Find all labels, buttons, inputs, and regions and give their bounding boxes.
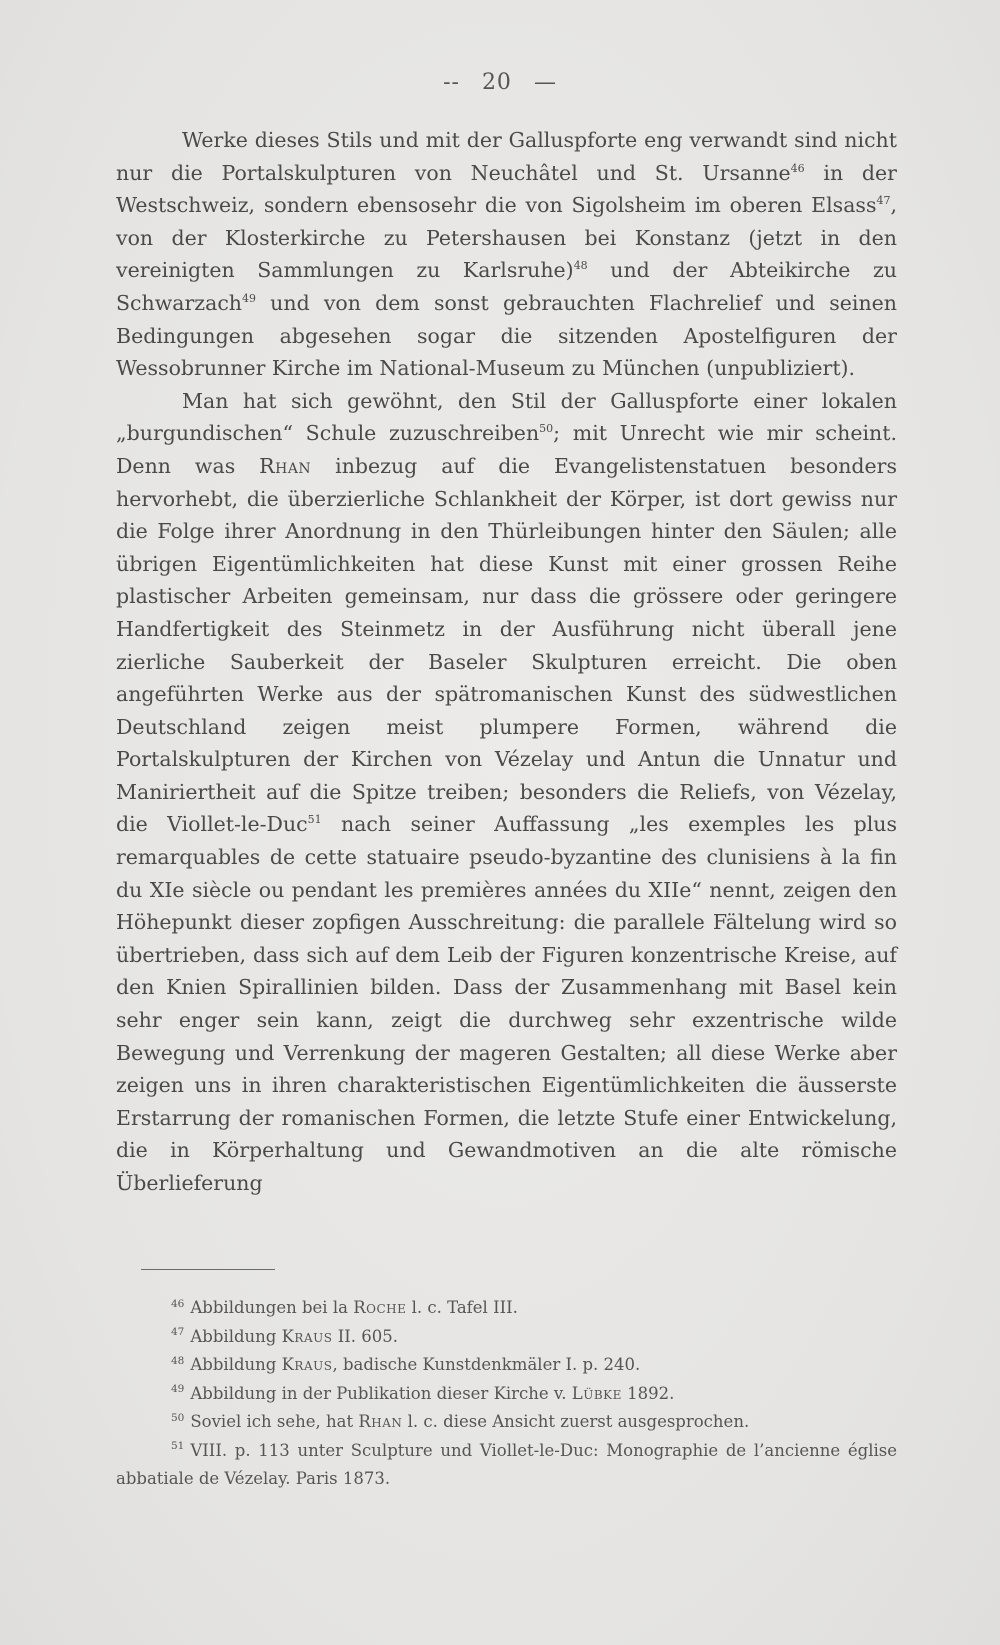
footnote-ref[interactable]: 47 xyxy=(876,194,891,208)
footnote-47 xyxy=(116,1323,897,1352)
footnote-text: Abbildung xyxy=(190,1355,282,1374)
page-number: 20 xyxy=(481,70,512,95)
paragraph-text: Werke dieses Stils und mit der Galluspforte eng verwandt sind nicht nur die Portalskulpturen von Neuchâtel und St. Ursanne xyxy=(116,128,897,185)
paragraph-text: ; mit Unrecht wie mir scheint. Denn was xyxy=(116,421,898,478)
footnote-divider xyxy=(141,1269,275,1270)
footnote-ref[interactable]: 46 xyxy=(790,161,805,175)
footnote-number: 51 xyxy=(171,1440,185,1452)
author-name: Rhan xyxy=(358,1412,403,1431)
paragraph-text: und von dem sonst gebrauchten Flachrelief und seinen Bedingungen abgesehen sogar die sitzenden Apostelfiguren der Wessobrunner Kirche im National-Museum zu München (unpubliziert). xyxy=(116,290,897,381)
footnote-number: 49 xyxy=(171,1383,185,1395)
page-header xyxy=(0,70,1000,95)
footnote-text: VIII. p. 113 unter Sculpture und Viollet-le-Duc: Monographie de l’ancienne église abbatiale de Vézelay. Paris 1873. xyxy=(116,1440,897,1488)
paragraph-text: inbezug auf die Evangelistenstatuen besonders hervorhebt, die überzierliche Schlankheit der Körper, ist dort gewiss nur die Folge ihrer Anordnung in den Thürleibungen hinter den Säulen; alle übrigen Eigentümlichkeiten hat diese Kunst mit einer grossen Reihe plastischer Arbeiten gemeinsam, nur dass die grössere oder geringere Handfertigkeit des Steinmetz in der Ausführung nicht überall jene zierliche Sauberkeit der Baseler Skulpturen erreicht. Die oben angeführten Werke aus der spätromanischen Kunst des südwestlichen Deutschland zeigen meist plumpere Formen, während die Portalskulpturen der Kirchen von Vézelay und Antun die Unnatur und Maniriertheit auf die Spitze treiben; besonders die Reliefs, von Vézelay, die Viollet-le-Duc xyxy=(116,453,897,837)
footnote-text: Abbildungen bei la xyxy=(190,1298,354,1317)
author-name: Kraus xyxy=(281,1355,333,1374)
paragraph-2 xyxy=(116,385,897,1200)
footnote-number: 50 xyxy=(171,1411,185,1424)
paragraph-text: Man hat sich gewöhnt, den Stil der Galluspforte einer lokalen „burgundischen“ Schule zuzuschreiben xyxy=(116,388,897,446)
author-name: Rhan xyxy=(259,453,312,478)
paragraph-text: nach seiner Auffassung „les exemples les plus remarquables de cette statuaire pseudo-byzantine des clunisiens à la fin du XIe siècle ou pendant les premières années du XIIe“ nennt, zeigen den Höhepunkt dieser zopfigen Ausschreitung: die parallele Fältelung wird so übertrieben, dass sich auf dem Leib der Figuren konzentrische Kreise, auf den Knien Spirallinien bilden. Dass der Zusammenhang mit Basel kein sehr enger sein kann, zeigt die durchweg sehr exzentrische wilde Bewegung und Verrenkung der mageren Gestalten; all diese Werke aber zeigen uns in ihren charakteristischen Eigentümlichkeiten die äusserste Erstarrung der romanischen Formen, die letzte Stufe einer Entwickelung, die in Körperhaltung und Gewandmotiven an die alte römische Überlieferung xyxy=(116,812,897,1195)
paragraph-text: und der Abteikirche zu Schwarzach xyxy=(116,258,897,315)
footnote-text: Abbildung in der Publikation dieser Kirche v. xyxy=(190,1383,572,1403)
author-name: Lübke xyxy=(571,1383,622,1403)
author-name: Kraus xyxy=(281,1326,333,1346)
paragraph-text: in der Westschweiz, sondern ebensosehr die von Sigolsheim im oberen Elsass xyxy=(116,160,897,218)
footnote-ref[interactable]: 50 xyxy=(539,422,554,436)
footnote-50 xyxy=(116,1408,897,1437)
footnote-text: 1892. xyxy=(621,1383,675,1403)
footnote-ref[interactable]: 49 xyxy=(242,292,257,306)
footnote-49 xyxy=(116,1380,897,1409)
footnote-51 xyxy=(116,1437,897,1494)
header-left-dash: -- xyxy=(443,70,460,95)
footnote-text: Soviel ich sehe, hat xyxy=(190,1412,359,1431)
paragraph-1 xyxy=(116,124,897,385)
header-right-dash: — xyxy=(533,70,557,95)
footnote-46 xyxy=(116,1294,897,1323)
footnote-text: l. c. diese Ansicht zuerst ausgesprochen. xyxy=(402,1412,750,1431)
footnote-number: 47 xyxy=(171,1326,185,1338)
footnotes xyxy=(116,1294,897,1494)
footnote-number: 46 xyxy=(171,1297,185,1310)
footnote-48 xyxy=(116,1351,897,1380)
footnote-text: , badische Kunstdenkmäler I. p. 240. xyxy=(332,1355,641,1374)
footnote-number: 48 xyxy=(171,1354,185,1367)
footnote-ref[interactable]: 48 xyxy=(573,259,588,273)
footnote-text: Abbildung xyxy=(190,1326,282,1346)
main-text xyxy=(116,124,897,1200)
paragraph-text: , von der Klosterkirche zu Petershausen bei Konstanz (jetzt in den vereinigten Sammlungen zu Karlsruhe) xyxy=(116,193,897,283)
footnote-text: l. c. Tafel III. xyxy=(406,1298,518,1317)
footnote-ref[interactable]: 51 xyxy=(307,813,322,827)
author-name: Roche xyxy=(353,1298,407,1317)
footnote-text: II. 605. xyxy=(332,1326,398,1346)
